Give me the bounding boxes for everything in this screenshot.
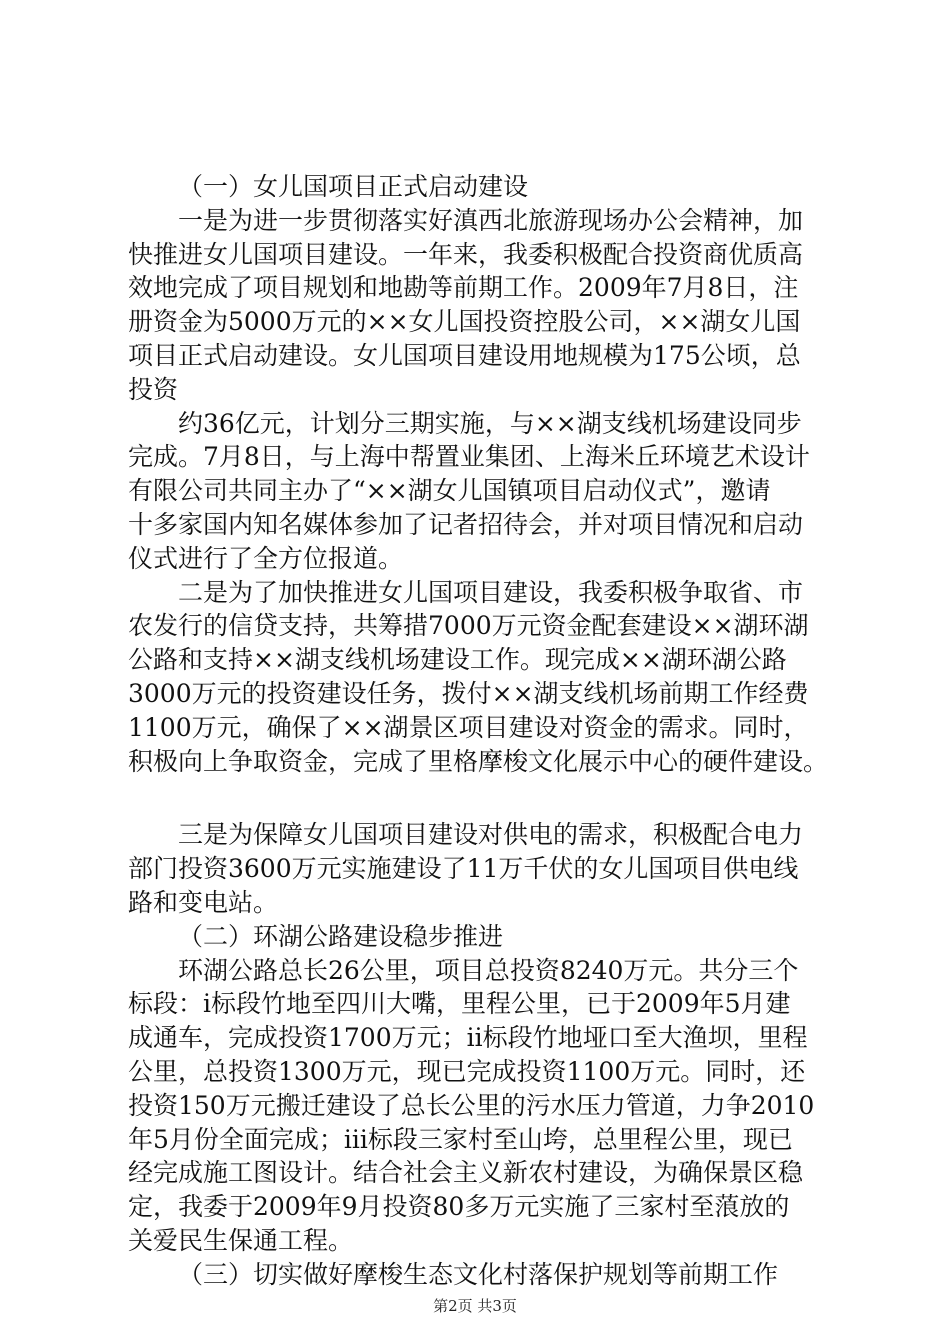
paragraph-line: 经完成施工图设计。结合社会主义新农村建设，为确保景区稳 xyxy=(128,1158,804,1188)
section-heading-2: （二）环湖公路建设稳步推进 xyxy=(178,921,504,951)
page-footer: 第2页 共3页 xyxy=(433,1297,517,1315)
document-body xyxy=(128,170,840,1292)
paragraph-line: 1100万元，确保了××湖景区项目建设对资金的需求。同时， xyxy=(128,712,809,742)
paragraph-line: 约36亿元，计划分三期实施，与××湖支线机场建设同步 xyxy=(178,408,802,438)
section-heading-3: （三）切实做好摩梭生态文化村落保护规划等前期工作 xyxy=(178,1259,779,1289)
paragraph-line: 投资150万元搬迁建设了总长公里的污水压力管道，力争2010 xyxy=(128,1090,815,1120)
paragraph-line: 路和变电站。 xyxy=(128,887,279,917)
paragraph-line: 环湖公路总长26公里，项目总投资8240万元。共分三个 xyxy=(178,955,799,985)
paragraph-line: 农发行的信贷支持，共筹措7000万元资金配套建设××湖环湖 xyxy=(128,611,809,641)
paragraph-line: 成通车，完成投资1700万元；ⅱ标段竹地垭口至大渔坝，里程 xyxy=(128,1023,808,1053)
paragraph-line: 关爱民生保通工程。 xyxy=(128,1225,354,1255)
paragraph-line: 积极向上争取资金，完成了里格摩梭文化展示中心的硬件建设。 xyxy=(128,746,829,776)
paragraph-line: 三是为保障女儿国项目建设对供电的需求，积极配合电力 xyxy=(178,820,804,850)
paragraph-line: 仪式进行了全方位报道。 xyxy=(128,543,404,573)
paragraph-line: 标段：ⅰ标段竹地至四川大嘴，里程公里，已于2009年5月建 xyxy=(128,989,791,1019)
paragraph-line: 十多家国内知名媒体参加了记者招待会，并对项目情况和启动 xyxy=(128,509,804,539)
paragraph-line: 公里，总投资1300万元，现已完成投资1100万元。同时，还 xyxy=(128,1056,806,1086)
paragraph-line: 二是为了加快推进女儿国项目建设，我委积极争取省、市 xyxy=(178,577,804,607)
paragraph-line: 3000万元的投资建设任务，拨付××湖支线机场前期工作经费 xyxy=(128,678,809,708)
paragraph-line: 公路和支持××湖支线机场建设工作。现完成××湖环湖公路 xyxy=(128,645,787,675)
paragraph-line: 有限公司共同主办了“××湖女儿国镇项目启动仪式”，邀请 xyxy=(128,476,771,506)
blank-line xyxy=(128,778,840,818)
paragraph-line: 完成。7月8日，与上海中帮置业集团、上海米丘环境艺术设计 xyxy=(128,442,810,472)
paragraph-line: 定，我委于2009年9月投资80多万元实施了三家村至蒗放的 xyxy=(128,1192,790,1222)
paragraph-line: 册资金为5000万元的××女儿国投资控股公司，××湖女儿国 xyxy=(128,307,801,337)
paragraph-line: 一是为进一步贯彻落实好滇西北旅游现场办公会精神，加 xyxy=(178,205,804,235)
paragraph-line: 效地完成了项目规划和地勘等前期工作。2009年7月8日，注 xyxy=(128,273,799,303)
paragraph-line: 年5月份全面完成；ⅲ标段三家村至山垮，总里程公里，现已 xyxy=(128,1124,793,1154)
paragraph-line: 部门投资3600万元实施建设了11万千伏的女儿国项目供电线 xyxy=(128,854,799,884)
paragraph-line: 项目正式启动建设。女儿国项目建设用地规模为175公顷，总 xyxy=(128,340,801,370)
paragraph-line: 投资 xyxy=(128,374,179,404)
paragraph-line: 快推进女儿国项目建设。一年来，我委积极配合投资商优质高 xyxy=(128,239,804,269)
section-heading-1: （一）女儿国项目正式启动建设 xyxy=(178,172,529,201)
